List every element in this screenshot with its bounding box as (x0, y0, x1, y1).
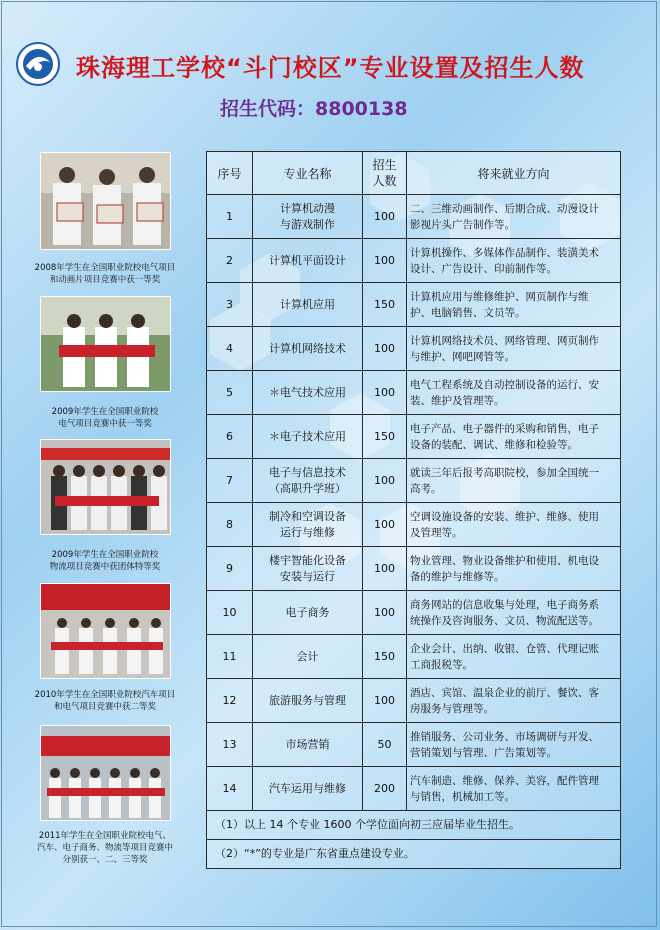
award-photo-1 (40, 152, 171, 250)
photo-caption-1: 2008年学生在全国职业院校电气项目 和动画片项目竞赛中获一等奖 (34, 263, 176, 285)
photo-caption-2: 2009年学生在全国职业院校 电气项目竞赛中获一等奖 (51, 407, 159, 429)
photo-caption-5: 2011年学生在全国职业院校电气、 汽车、电子商务、物流等项目竞赛中 分别获一、二、三等奖 (36, 831, 173, 865)
cell-enrollment: 100 (363, 327, 407, 371)
cell-index: 10 (207, 591, 253, 635)
photo-caption-3: 2009年学生在全国职业院校 物流项目竞赛中获团体特等奖 (49, 550, 161, 572)
note-2: （2）“*”的专业是广东省重点建设专业。 (207, 840, 621, 869)
cell-enrollment: 150 (363, 283, 407, 327)
cell-index: 4 (207, 327, 253, 371)
header-enrollment: 招生 人数 (363, 152, 407, 195)
cell-career-direction: 汽车制造、维修、保养、美容，配件管理 与销售，机械加工等。 (407, 767, 621, 811)
award-photo-5 (40, 725, 171, 821)
cell-career-direction: 企业会计、出纳、收银、仓管、代理记账 工商报税等。 (407, 635, 621, 679)
cell-career-direction: 计算机网络技术员、网络管理、网页制作 与维护、网吧网管等。 (407, 327, 621, 371)
cell-program-name: 楼宇智能化设备 安装与运行 (253, 547, 363, 591)
cell-career-direction: 商务网站的信息收集与处理，电子商务系 统操作及咨询服务、文员、物流配送等。 (407, 591, 621, 635)
cell-enrollment: 100 (363, 547, 407, 591)
cell-program-name: ＊电子技术应用 (253, 415, 363, 459)
table-row (207, 547, 621, 591)
table-row (207, 327, 621, 371)
cell-program-name: 计算机应用 (253, 283, 363, 327)
table-row (207, 679, 621, 723)
school-logo (16, 42, 60, 86)
table-row (207, 239, 621, 283)
cell-index: 3 (207, 283, 253, 327)
table-row (207, 767, 621, 811)
cell-enrollment: 100 (363, 195, 407, 239)
table-row (207, 459, 621, 503)
cell-program-name: ＊电气技术应用 (253, 371, 363, 415)
cell-enrollment: 100 (363, 591, 407, 635)
cell-enrollment: 100 (363, 503, 407, 547)
cell-program-name: 制冷和空调设备 运行与维修 (253, 503, 363, 547)
cell-enrollment: 100 (363, 459, 407, 503)
cell-career-direction: 计算机应用与维修维护、网页制作与维 护、电脑销售、文员等。 (407, 283, 621, 327)
table-row (207, 283, 621, 327)
cell-career-direction: 二、三维动画制作、后期合成、动漫设计 影视片头广告制作等。 (407, 195, 621, 239)
cell-index: 14 (207, 767, 253, 811)
table-row (207, 591, 621, 635)
table-row (207, 503, 621, 547)
table-row (207, 723, 621, 767)
cell-program-name: 市场营销 (253, 723, 363, 767)
cell-career-direction: 物业管理、物业设备维护和使用、机电设 备的维护与维修等。 (407, 547, 621, 591)
cell-index: 11 (207, 635, 253, 679)
award-photo-2 (40, 296, 171, 392)
award-photo-3 (40, 439, 171, 535)
cell-index: 8 (207, 503, 253, 547)
cell-career-direction: 推销服务、公司业务、市场调研与开发、 营销策划与管理、广告策划等。 (407, 723, 621, 767)
table-row (207, 415, 621, 459)
cell-program-name: 电子与信息技术 （高职升学班） (253, 459, 363, 503)
note-row (207, 811, 621, 840)
cell-enrollment: 50 (363, 723, 407, 767)
cell-program-name: 计算机网络技术 (253, 327, 363, 371)
cell-index: 2 (207, 239, 253, 283)
table-row (207, 371, 621, 415)
cell-enrollment: 200 (363, 767, 407, 811)
cell-program-name: 会计 (253, 635, 363, 679)
cell-index: 9 (207, 547, 253, 591)
table-header-row (207, 152, 621, 195)
table-row (207, 195, 621, 239)
photo-caption-4: 2010年学生在全国职业院校汽车项目 和电气项目竞赛中获二等奖 (34, 690, 176, 712)
cell-enrollment: 100 (363, 239, 407, 283)
cell-enrollment: 100 (363, 371, 407, 415)
header-program-name: 专业名称 (253, 152, 363, 195)
cell-enrollment: 150 (363, 635, 407, 679)
cell-index: 5 (207, 371, 253, 415)
cell-index: 13 (207, 723, 253, 767)
cell-career-direction: 酒店、宾馆、温泉企业的前厅、餐饮、客 房服务与管理等。 (407, 679, 621, 723)
cell-index: 7 (207, 459, 253, 503)
award-photo-4 (40, 583, 171, 679)
table-row (207, 635, 621, 679)
cell-career-direction: 电气工程系统及自动控制设备的运行、安 装、维护及管理等。 (407, 371, 621, 415)
cell-career-direction: 就读三年后报考高职院校，参加全国统一 高考。 (407, 459, 621, 503)
cell-index: 6 (207, 415, 253, 459)
cell-career-direction: 电子产品、电子器件的采购和销售，电子 设备的装配、调试、维修和检验等。 (407, 415, 621, 459)
page-title: 珠海理工学校“斗门校区”专业设置及招生人数 (76, 54, 585, 82)
header-index: 序号 (207, 152, 253, 195)
cell-enrollment: 100 (363, 679, 407, 723)
cell-enrollment: 150 (363, 415, 407, 459)
cell-index: 1 (207, 195, 253, 239)
program-table (206, 151, 621, 869)
cell-program-name: 汽车运用与维修 (253, 767, 363, 811)
cell-career-direction: 计算机操作、多媒体作品制作、装潢美术 设计、广告设计、印前制作等。 (407, 239, 621, 283)
note-1: （1）以上 14 个专业 1600 个学位面向初三应届毕业生招生。 (207, 811, 621, 840)
cell-program-name: 计算机动漫 与游戏制作 (253, 195, 363, 239)
cell-program-name: 旅游服务与管理 (253, 679, 363, 723)
cell-program-name: 电子商务 (253, 591, 363, 635)
header-career-direction: 将来就业方向 (407, 152, 621, 195)
cell-career-direction: 空调设施设备的安装、维护、维修、使用 及管理等。 (407, 503, 621, 547)
cell-index: 12 (207, 679, 253, 723)
cell-program-name: 计算机平面设计 (253, 239, 363, 283)
note-row (207, 840, 621, 869)
enrollment-code: 招生代码：8800138 (220, 98, 408, 120)
